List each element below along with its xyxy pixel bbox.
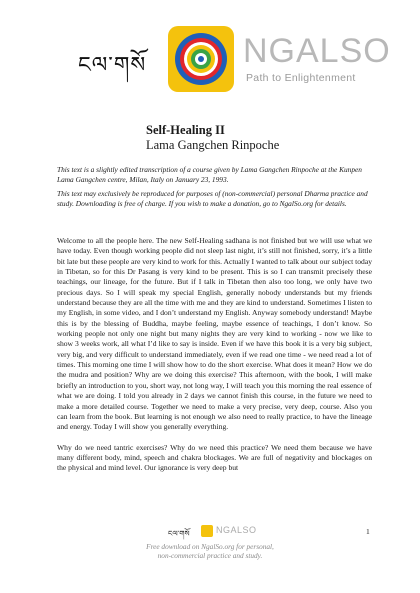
body-paragraph: Why do we need tantric exercises? Why do we need this practice? We need them because we have many different body, mind, speech and chakra blockages. We are full of negativity and blockages on the physical and mind level. Our ignorance is very deep but [57, 442, 372, 473]
document-title: Self-Healing II [146, 123, 225, 137]
footer-ngalso-logo-icon [201, 525, 213, 537]
footer-line: Free download on NgalSo.org for personal, [146, 542, 274, 551]
body-paragraph: Welcome to all the people here. The new Self-Healing sadhana is not finished but we will use what we have today. Even though working people did not sleep last night, it’s still not finished, sorry, it’s a little bit late but these people are very kind to work for this. Actually I wanted to talk about our subject today in Tibetan, so for this Dr Pasang is very kind to be present. This is so I can transmit precisely these teachings, our lineage, for the future. But if I talk in Tibetan then also too long, we only have two precious days. So I will speak my special English, generally nobody understands but my friends understand because they are all the time with me and they are kind to understand. Sometimes I listen to my English, in some video, and I don’t understand my English. Anyway somebody understand! Maybe this is by the blessing of Buddha, maybe feeling, maybe essence of teachings, I don’t know. So working people not only one night but many nights they are very kind to working - now we like to show 3 weeks work, all what I’d like to say is inside. Even if we have this book it is a very big subject, very big, and very difficult to understand immediately, even if we read one time - we need read a lot of times. This morning one time I will show how to do the short exercise. What does it mean? How we do the mudra and position? Why are we doing this exercise? This afternoon, with the book, I will make briefly an introduction to you, short way, not long way, I will teach you this morning the real essence of what we are doing. I told you already in 2 days we cannot finish this course, in the future we need to make a more detailed course. Together we need to make a very precise, very deep, course. Also you can learn from the book. But learning is not enough we also need to really practice, to have the lineage and energy. Today I will show you generally everything. [57, 236, 372, 432]
intro-note [57, 165, 372, 213]
footer-logo [168, 525, 268, 539]
document-author: Lama Gangchen Rinpoche [146, 138, 280, 152]
footer-tibetan-text: ངལ་གསོ [168, 529, 190, 538]
ngalso-logo-icon [168, 26, 234, 92]
footer-line: non-commercial practice and study. [157, 551, 263, 560]
footer-brand-name: NGALSO [216, 525, 257, 535]
body-text [57, 236, 372, 484]
brand-name: NGALSO [243, 32, 391, 70]
footer-notice [130, 542, 290, 560]
intro-paragraph: This text may exclusively be reproduced for purposes of (non-commercial) personal Dharma practice and study. Downloading is free of charge. If you wish to make a donation, go to NgalSo.org for details. [57, 189, 368, 208]
page-footer [0, 525, 420, 585]
intro-paragraph: This text is a slightly edited transcription of a course given by Lama Gangchen Rinpoche at the Kunpen Lama Gangchen centre, Milan, Italy on January 23, 1993. [57, 165, 362, 184]
tibetan-logo-text: ངལ་གསོ [78, 53, 147, 78]
page-number: 1 [366, 527, 370, 536]
brand-tagline: Path to Enlightenment [246, 72, 356, 84]
page-header [0, 18, 420, 98]
